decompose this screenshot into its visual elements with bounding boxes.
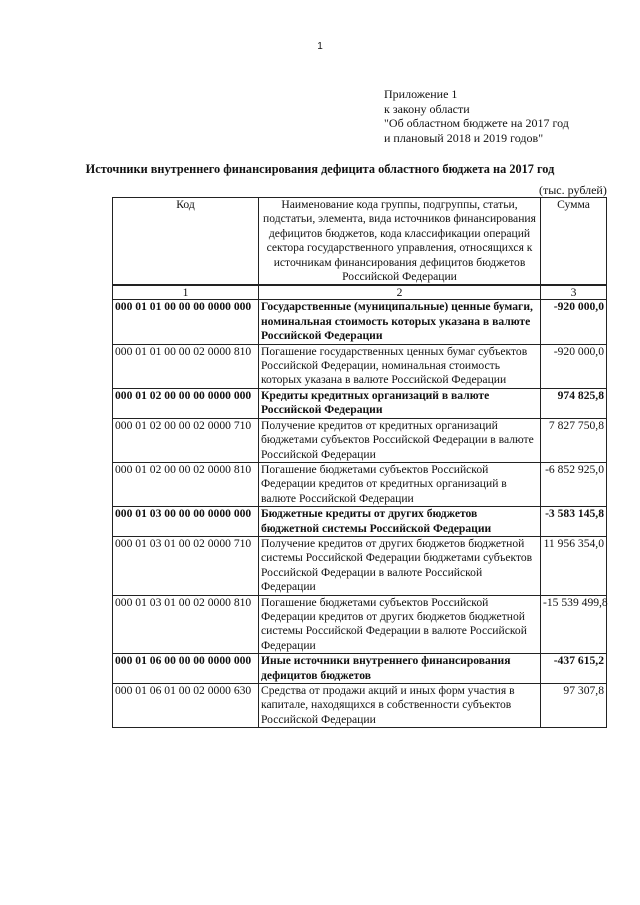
appendix-line-2: к закону области xyxy=(384,101,470,116)
header-sum: Сумма xyxy=(541,198,607,286)
row-code: 000 01 03 01 00 02 0000 810 xyxy=(113,595,259,654)
row-sum: -6 852 925,0 xyxy=(541,462,607,506)
column-number-2: 2 xyxy=(259,285,541,300)
row-name: Получение кредитов от кредитных организаций бюджетами субъектов Российской Федерации в валюте Российской Федерации xyxy=(259,418,541,462)
row-sum: 974 825,8 xyxy=(541,388,607,418)
row-name: Государственные (муниципальные) ценные бумаги, номинальная стоимость которых указана в валюте Российской Федерации xyxy=(259,300,541,344)
appendix-line-4: и плановый 2018 и 2019 годов" xyxy=(384,130,544,145)
row-name: Кредиты кредитных организаций в валюте Российской Федерации xyxy=(259,388,541,418)
row-code: 000 01 03 00 00 00 0000 000 xyxy=(113,507,259,537)
column-number-row xyxy=(113,285,607,300)
row-name: Иные источники внутреннего финансирования дефицитов бюджетов xyxy=(259,654,541,684)
financing-sources-table xyxy=(112,197,607,728)
column-number-1: 1 xyxy=(113,285,259,300)
row-sum: 11 956 354,0 xyxy=(541,536,607,595)
row-sum: -920 000,0 xyxy=(541,300,607,344)
table-header-row xyxy=(113,198,607,286)
document-title: Источники внутреннего финансирования дефицита областного бюджета на 2017 год xyxy=(85,162,555,176)
row-code: 000 01 01 00 00 02 0000 810 xyxy=(113,344,259,388)
table-row xyxy=(113,418,607,462)
table-row xyxy=(113,507,607,537)
row-sum: -15 539 499,8 xyxy=(541,595,607,654)
page-number: 1 xyxy=(317,41,323,52)
table-row xyxy=(113,654,607,684)
row-name: Средства от продажи акций и иных форм участия в капитале, находящихся в собственности субъектов Российской Федерации xyxy=(259,684,541,728)
appendix-line-1: Приложение 1 xyxy=(384,87,458,101)
table-row xyxy=(113,684,607,728)
row-name: Получение кредитов от других бюджетов бюджетной системы Российской Федерации бюджетами субъектов Российской Федерации в валюте Российской Федерации xyxy=(259,536,541,595)
header-code: Код xyxy=(113,198,259,286)
row-sum: -920 000,0 xyxy=(541,344,607,388)
table-row xyxy=(113,388,607,418)
row-code: 000 01 02 00 00 02 0000 810 xyxy=(113,462,259,506)
row-code: 000 01 06 01 00 02 0000 630 xyxy=(113,684,259,728)
row-name: Погашение бюджетами субъектов Российской Федерации кредитов от кредитных организаций в валюте Российской Федерации xyxy=(259,462,541,506)
header-name: Наименование кода группы, подгруппы, статьи, подстатьи, элемента, вида источников финансирования дефицитов бюджетов, кода классификации операций сектора государственного управления, относящихся к источникам финансирования дефицитов бюджетов Российской Федерации xyxy=(259,198,541,286)
units-label: (тыс. рублей) xyxy=(539,183,607,197)
row-sum: 97 307,8 xyxy=(541,684,607,728)
table-row xyxy=(113,344,607,388)
row-name: Погашение бюджетами субъектов Российской Федерации кредитов от других бюджетов бюджетной системы Российской Федерации в валюте Российской Федерации xyxy=(259,595,541,654)
row-code: 000 01 01 00 00 00 0000 000 xyxy=(113,300,259,344)
table-row xyxy=(113,462,607,506)
row-code: 000 01 03 01 00 02 0000 710 xyxy=(113,536,259,595)
row-code: 000 01 06 00 00 00 0000 000 xyxy=(113,654,259,684)
row-name: Погашение государственных ценных бумаг субъектов Российской Федерации, номинальная стоимость которых указана в валюте Российской Федерации xyxy=(259,344,541,388)
table-row xyxy=(113,300,607,344)
appendix-block xyxy=(384,87,569,145)
row-sum: -3 583 145,8 xyxy=(541,507,607,537)
table-row xyxy=(113,536,607,595)
row-sum: -437 615,2 xyxy=(541,654,607,684)
column-number-3: 3 xyxy=(541,285,607,300)
row-code: 000 01 02 00 00 02 0000 710 xyxy=(113,418,259,462)
row-sum: 7 827 750,8 xyxy=(541,418,607,462)
appendix-line-3: "Об областном бюджете на 2017 год xyxy=(384,116,569,130)
row-code: 000 01 02 00 00 00 0000 000 xyxy=(113,388,259,418)
row-name: Бюджетные кредиты от других бюджетов бюджетной системы Российской Федерации xyxy=(259,507,541,537)
table-row xyxy=(113,595,607,654)
